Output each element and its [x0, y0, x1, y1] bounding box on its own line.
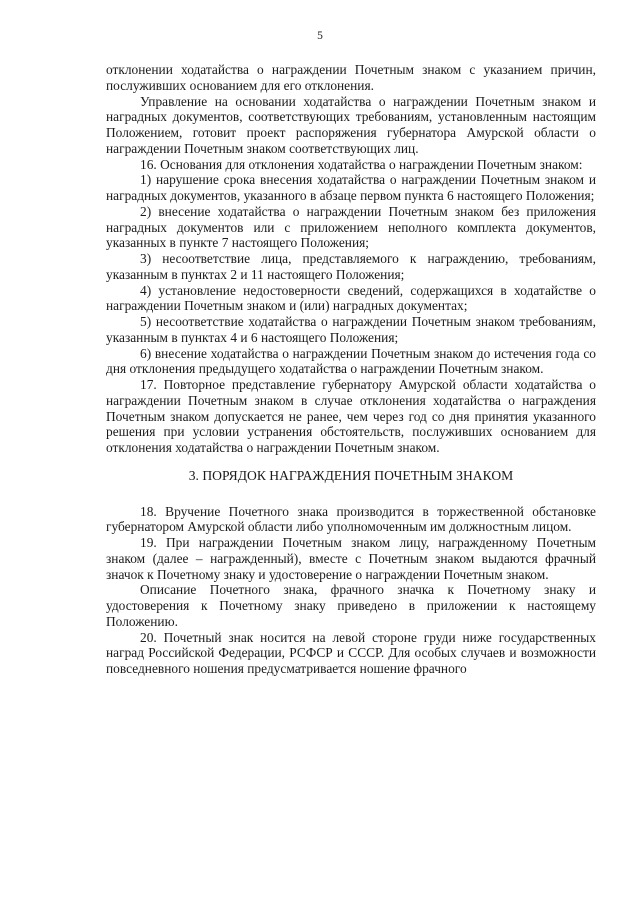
document-body — [106, 62, 596, 677]
paragraph: 3) несоответствие лица, представляемого к награждению, требованиям, указанным в пунктах 2 и 11 настоящего Положения; — [106, 251, 596, 282]
paragraph: 18. Вручение Почетного знака производится в торжественной обстановке губернатором Амурской области либо уполномоченным им должностным лицом. — [106, 503, 596, 535]
paragraph: Управление на основании ходатайства о награждении Почетным знаком и наградных документов, соответствующих требованиям, установленным настоящим Положением, готовит проект распоряжения губернатора Амурской области о награждении Почетным знаком соответствующих лиц. — [106, 93, 596, 156]
paragraph: 5) несоответствие ходатайства о награждении Почетным знаком требованиям, указанным в пунктах 4 и 6 настоящего Положения; — [106, 314, 596, 345]
paragraphs-after-heading — [106, 504, 596, 677]
paragraph: 17. Повторное представление губернатору Амурской области ходатайства о награждении Почетным знаком в случае отклонения ходатайства о награждения Почетным знаком допускается не ранее, чем через год со дня принятия указанного решения при условии устранения обстоятельств, послуживших основанием для отклонения ходатайства о награждении Почетным знаком. — [106, 377, 596, 455]
paragraph: 19. При награждении Почетным знаком лицу, награжденному Почетным знаком (далее – награжденный), вместе с Почетным знаком выдаются фрачный значок к Почетному знаку и удостоверение о награждении Почетным знаком. — [106, 535, 596, 582]
paragraph: 2) внесение ходатайства о награждении Почетным знаком без приложения наградных документов или с приложением неполного комплекта документов, указанных в пункте 7 настоящего Положения; — [106, 203, 596, 251]
paragraph: отклонении ходатайства о награждении Почетным знаком с указанием причин, послуживших основанием для его отклонения. — [106, 62, 596, 93]
paragraph: 20. Почетный знак носится на левой стороне груди ниже государственных наград Российской Федерации, РСФСР и СССР. Для особых случаев и возможности повседневного ношения предусматривается ношение фрачного — [106, 629, 596, 676]
paragraph: Описание Почетного знака, фрачного значка к Почетному знаку и удостоверения к Почетному знаку приведено в приложении к настоящему Положению. — [106, 582, 596, 629]
page-number: 5 — [317, 30, 323, 42]
paragraph: 16. Основания для отклонения ходатайства о награждении Почетным знаком: — [140, 156, 583, 172]
paragraph: 6) внесение ходатайства о награждении Почетным знаком до истечения года со дня отклонения предыдущего ходатайства о награждении Почетным знаком. — [106, 345, 596, 377]
paragraph: 4) установление недостоверности сведений, содержащихся в ходатайстве о награждении Почетным знаком и (или) наградных документах; — [106, 282, 596, 314]
paragraphs-before-heading — [106, 62, 596, 456]
section-heading: 3. ПОРЯДОК НАГРАЖДЕНИЯ ПОЧЕТНЫМ ЗНАКОМ — [188, 467, 514, 483]
paragraph: 1) нарушение срока внесения ходатайства о награждении Почетным знаком и наградных документов, указанного в абзаце первом пункта 6 настоящего Положения; — [106, 172, 596, 203]
